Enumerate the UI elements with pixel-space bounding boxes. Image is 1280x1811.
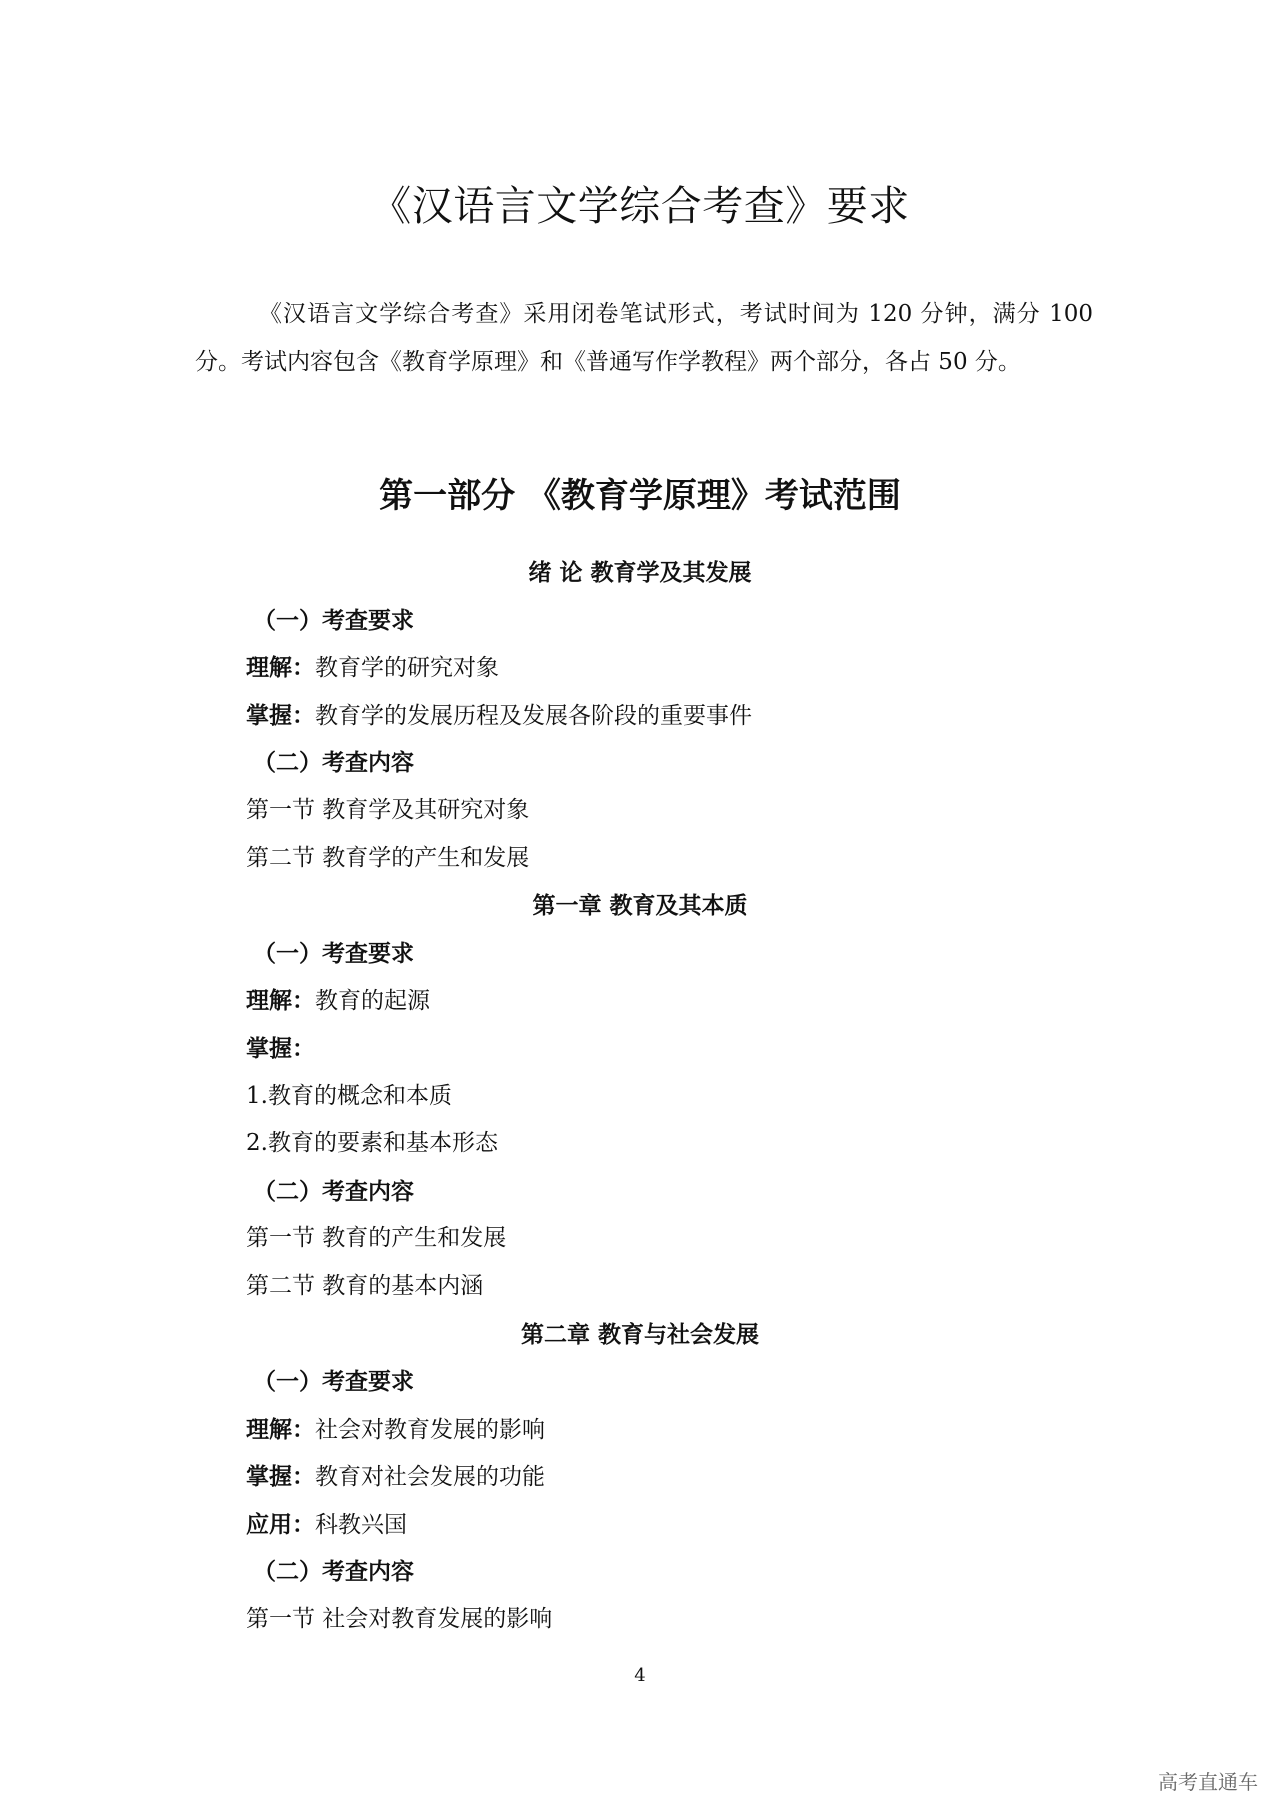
- outline-item: [0, 835, 1280, 883]
- requirement-term: 掌握：: [246, 1463, 315, 1491]
- outline-item-text: 第一节 教育学及其研究对象: [246, 796, 530, 823]
- watermark-text: 高考直通车: [1158, 1770, 1258, 1794]
- outline-item: [0, 1025, 1280, 1073]
- outline-item-text: 教育学的研究对象: [315, 655, 499, 682]
- requirement-term: 应用：: [246, 1510, 315, 1538]
- intro-paragraph: 《汉语言文学综合考查》采用闭卷笔试形式，考试时间为 120 分钟，满分 100 分。考试内容包含《教育学原理》和《普通写作学教程》两个部分，各占 50 分。: [195, 301, 1093, 375]
- outline-item: [0, 1263, 1280, 1311]
- outline-item: [0, 1120, 1280, 1168]
- chapter-title: 绪 论 教育学及其发展: [528, 559, 752, 586]
- outline-item-text: 教育的起源: [315, 988, 430, 1015]
- outline-item-text: 第一节 社会对教育发展的影响: [246, 1606, 553, 1633]
- requirement-term: 理解：: [246, 654, 315, 682]
- outline-item: [0, 977, 1280, 1025]
- outline-item-text: 第二节 教育学的产生和发展: [246, 844, 530, 871]
- section-heading: （一）考查要求: [253, 1368, 414, 1396]
- outline-item: [0, 1596, 1280, 1644]
- outline-item: [0, 1215, 1280, 1263]
- outline-item: [0, 1501, 1280, 1549]
- outline-item-text: 1.教育的概念和本质: [246, 1082, 452, 1109]
- outline-item-text: 教育学的发展历程及发展各阶段的重要事件: [315, 702, 752, 729]
- outline-item: [0, 1406, 1280, 1454]
- outline-item: [0, 1453, 1280, 1501]
- section-heading: （二）考查内容: [253, 749, 414, 777]
- syllabus-outline: [0, 549, 1280, 1644]
- section-heading: （二）考查内容: [253, 1177, 414, 1205]
- requirement-term: 掌握：: [246, 701, 315, 729]
- outline-item: [0, 644, 1280, 692]
- chapter-title: 第二章 教育与社会发展: [520, 1320, 759, 1348]
- section-heading: （一）考查要求: [253, 606, 414, 634]
- outline-item-text: 教育对社会发展的功能: [315, 1464, 545, 1491]
- outline-item-text: 科教兴国: [315, 1511, 407, 1538]
- page-number: 4: [634, 1665, 646, 1686]
- outline-item: [0, 692, 1280, 740]
- requirement-term: 掌握：: [246, 1034, 315, 1062]
- section-heading: （二）考查内容: [253, 1558, 414, 1586]
- section-heading: （一）考查要求: [253, 939, 414, 967]
- requirement-term: 理解：: [246, 1415, 315, 1443]
- outline-item-text: 2.教育的要素和基本形态: [246, 1130, 498, 1157]
- outline-item-text: 第一节 教育的产生和发展: [246, 1225, 507, 1252]
- document-title: 《汉语言文学综合考查》要求: [370, 182, 910, 230]
- chapter-title: 第一章 教育及其本质: [532, 892, 748, 920]
- outline-item-text: 社会对教育发展的影响: [315, 1416, 545, 1443]
- outline-item: [0, 787, 1280, 835]
- outline-item: [0, 1073, 1280, 1121]
- requirement-term: 理解：: [246, 987, 315, 1015]
- part-title: 第一部分 《教育学原理》考试范围: [379, 476, 901, 516]
- outline-item-text: 第二节 教育的基本内涵: [246, 1272, 484, 1299]
